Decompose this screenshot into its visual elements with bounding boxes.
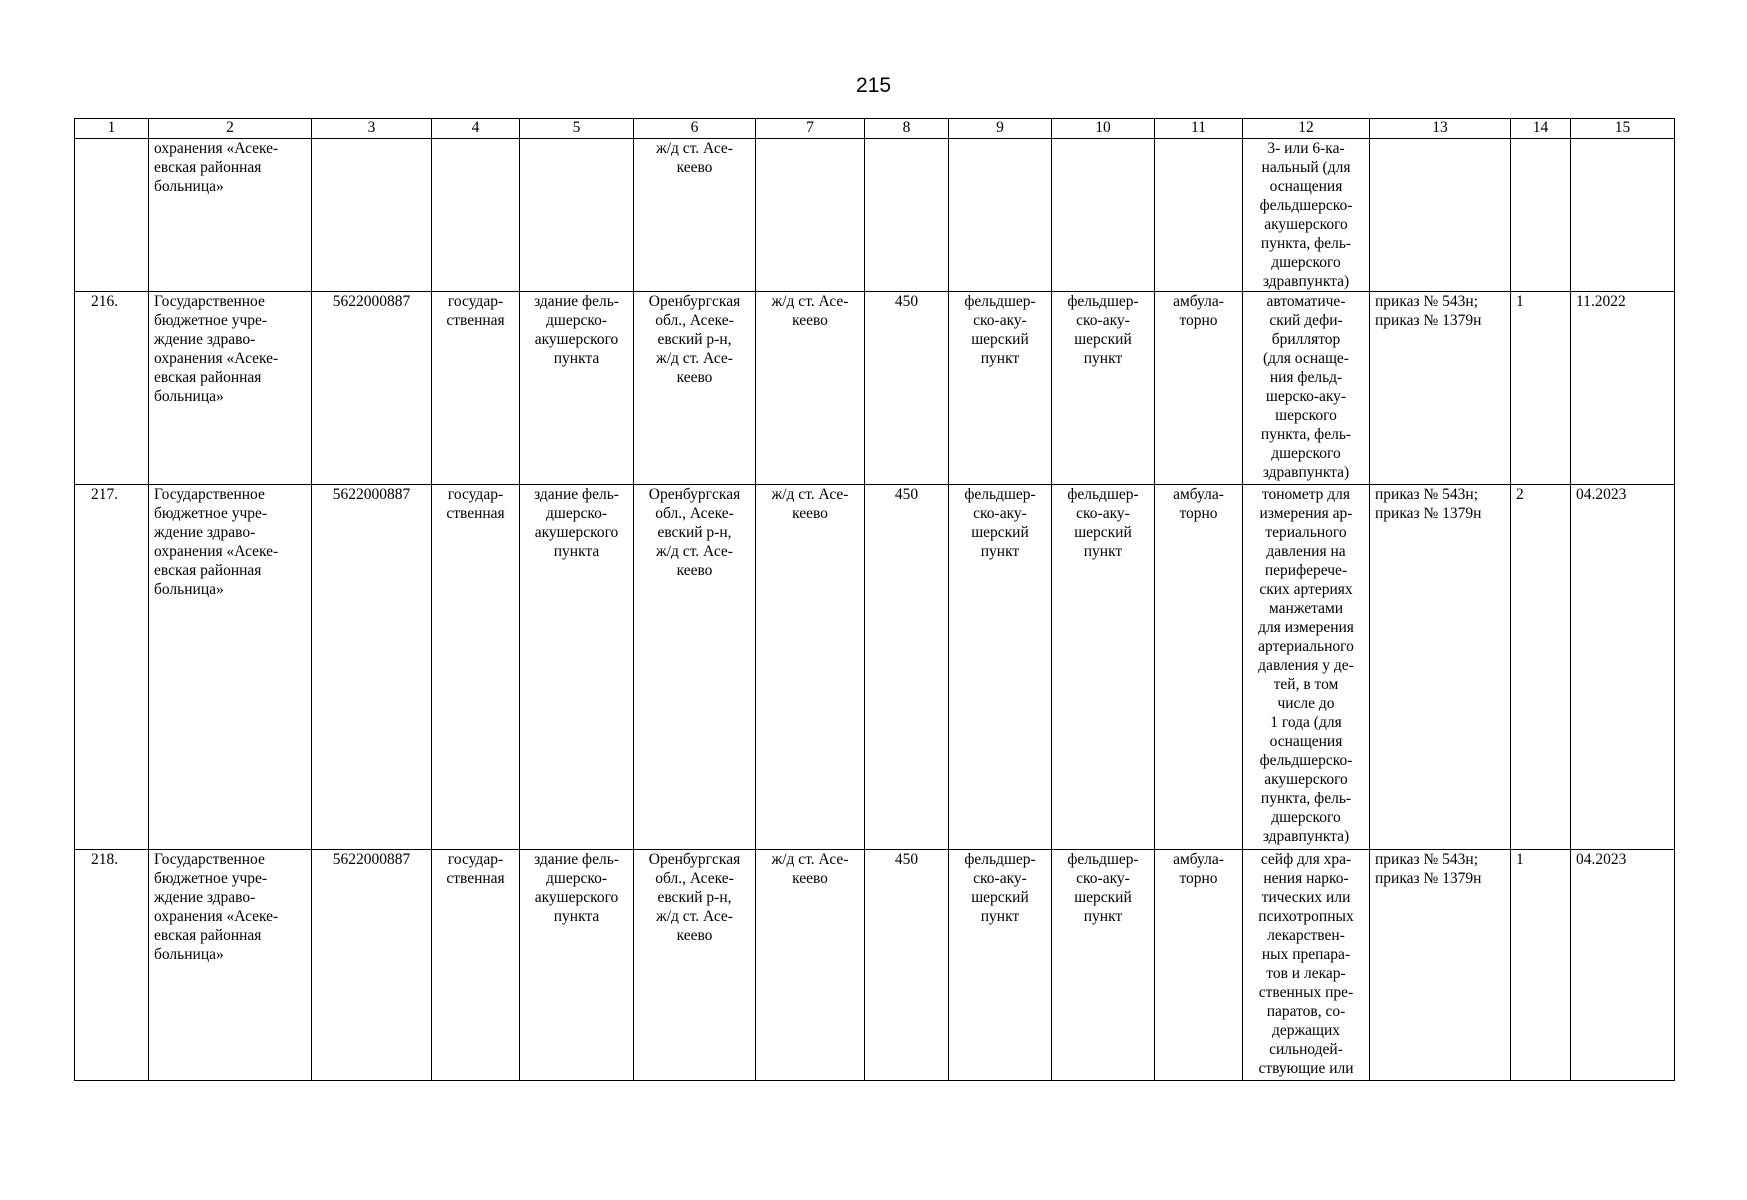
date-cell: 11.2022: [1571, 292, 1675, 485]
unit-name-cell: фельдшер- ско-аку- шерский пункт: [1052, 485, 1155, 850]
column-header: 12: [1243, 119, 1370, 139]
building-cell: здание фель- дшерско- акушерского пункта: [520, 292, 634, 485]
quantity-cell: 2: [1511, 485, 1571, 850]
institution-cell: охранения «Асеке- евская районная больница»: [149, 139, 312, 292]
care-condition-cell: амбула- торно: [1155, 292, 1243, 485]
row-number-cell: 216.: [75, 292, 149, 485]
date-cell: [1571, 139, 1675, 292]
building-cell: здание фель- дшерско- акушерского пункта: [520, 850, 634, 1081]
address-cell: Оренбургская обл., Асеке- евский р-н, ж/д ст. Асе- кеево: [634, 292, 756, 485]
ownership-cell: [432, 139, 520, 292]
column-header: 4: [432, 119, 520, 139]
table-row: [75, 139, 1675, 292]
ownership-cell: государ- ственная: [432, 850, 520, 1081]
equipment-cell: 3- или 6-ка- нальный (для оснащения фельдшерско- акушерского пункта, фель- дшерского здравпункта): [1243, 139, 1370, 292]
unit-name-cell: [1052, 139, 1155, 292]
column-header: 5: [520, 119, 634, 139]
unit-name-cell: фельдшер- ско-аку- шерский пункт: [1052, 292, 1155, 485]
quantity-cell: 1: [1511, 292, 1571, 485]
inn-cell: 5622000887: [312, 485, 432, 850]
row-number-cell: [75, 139, 149, 292]
locality-cell: ж/д ст. Асе- кеево: [756, 485, 865, 850]
page-number: 215: [855, 74, 892, 97]
locality-cell: ж/д ст. Асе- кеево: [756, 850, 865, 1081]
building-cell: [520, 139, 634, 292]
ownership-cell: государ- ственная: [432, 485, 520, 850]
equipment-cell: сейф для хра- нения нарко- тических или психотропных лекарствен- ных препара- тов и лекар- ственных пре- паратов, со- держащих сильнодей- ствующие или: [1243, 850, 1370, 1081]
quantity-cell: 1: [1511, 850, 1571, 1081]
column-header: 9: [949, 119, 1052, 139]
unit-type-cell: фельдшер- ско-аку- шерский пункт: [949, 485, 1052, 850]
population-cell: 450: [865, 850, 949, 1081]
building-cell: здание фель- дшерско- акушерского пункта: [520, 485, 634, 850]
date-cell: 04.2023: [1571, 485, 1675, 850]
table-row: [75, 292, 1675, 485]
unit-name-cell: фельдшер- ско-аку- шерский пункт: [1052, 850, 1155, 1081]
column-header: 7: [756, 119, 865, 139]
inn-cell: 5622000887: [312, 292, 432, 485]
order-cell: [1370, 139, 1511, 292]
order-cell: приказ № 543н; приказ № 1379н: [1370, 292, 1511, 485]
date-cell: 04.2023: [1571, 850, 1675, 1081]
row-number-cell: 217.: [75, 485, 149, 850]
column-header: 1: [75, 119, 149, 139]
institution-cell: Государственное бюджетное учре- ждение здраво- охранения «Асеке- евская районная больница»: [149, 850, 312, 1081]
table-row: [75, 485, 1675, 850]
address-cell: Оренбургская обл., Асеке- евский р-н, ж/д ст. Асе- кеево: [634, 850, 756, 1081]
column-header: 11: [1155, 119, 1243, 139]
locality-cell: ж/д ст. Асе- кеево: [756, 292, 865, 485]
quantity-cell: [1511, 139, 1571, 292]
column-header: 13: [1370, 119, 1511, 139]
address-cell: ж/д ст. Асе- кеево: [634, 139, 756, 292]
population-cell: 450: [865, 292, 949, 485]
care-condition-cell: амбула- торно: [1155, 485, 1243, 850]
order-cell: приказ № 543н; приказ № 1379н: [1370, 485, 1511, 850]
column-header: 6: [634, 119, 756, 139]
care-condition-cell: амбула- торно: [1155, 850, 1243, 1081]
row-number-cell: 218.: [75, 850, 149, 1081]
inn-cell: 5622000887: [312, 850, 432, 1081]
population-cell: [865, 139, 949, 292]
institution-cell: Государственное бюджетное учре- ждение здраво- охранения «Асеке- евская районная больница»: [149, 292, 312, 485]
table-row: [75, 850, 1675, 1081]
inn-cell: [312, 139, 432, 292]
ownership-cell: государ- ственная: [432, 292, 520, 485]
equipment-cell: тонометр для измерения ар- териального давления на периферече- ских артериях манжетами для измерения артериального давления у де- тей, в том числе до 1 года (для оснащения фельдшерско- акушерского пункта, фель- дшерского здравпункта): [1243, 485, 1370, 850]
column-header: 3: [312, 119, 432, 139]
column-header: 15: [1571, 119, 1675, 139]
population-cell: 450: [865, 485, 949, 850]
institution-cell: Государственное бюджетное учре- ждение здраво- охранения «Асеке- евская районная больница»: [149, 485, 312, 850]
address-cell: Оренбургская обл., Асеке- евский р-н, ж/д ст. Асе- кеево: [634, 485, 756, 850]
locality-cell: [756, 139, 865, 292]
unit-type-cell: [949, 139, 1052, 292]
column-header: 2: [149, 119, 312, 139]
equipment-cell: автоматиче- ский дефи- бриллятор (для оснаще- ния фельд- шерско-аку- шерского пункта, фель- дшерского здравпункта): [1243, 292, 1370, 485]
order-cell: приказ № 543н; приказ № 1379н: [1370, 850, 1511, 1081]
column-header: 14: [1511, 119, 1571, 139]
column-header: 8: [865, 119, 949, 139]
care-condition-cell: [1155, 139, 1243, 292]
unit-type-cell: фельдшер- ско-аку- шерский пункт: [949, 292, 1052, 485]
unit-type-cell: фельдшер- ско-аку- шерский пункт: [949, 850, 1052, 1081]
column-header: 10: [1052, 119, 1155, 139]
column-number-row: [75, 119, 1675, 139]
registry-table: [74, 118, 1675, 1081]
